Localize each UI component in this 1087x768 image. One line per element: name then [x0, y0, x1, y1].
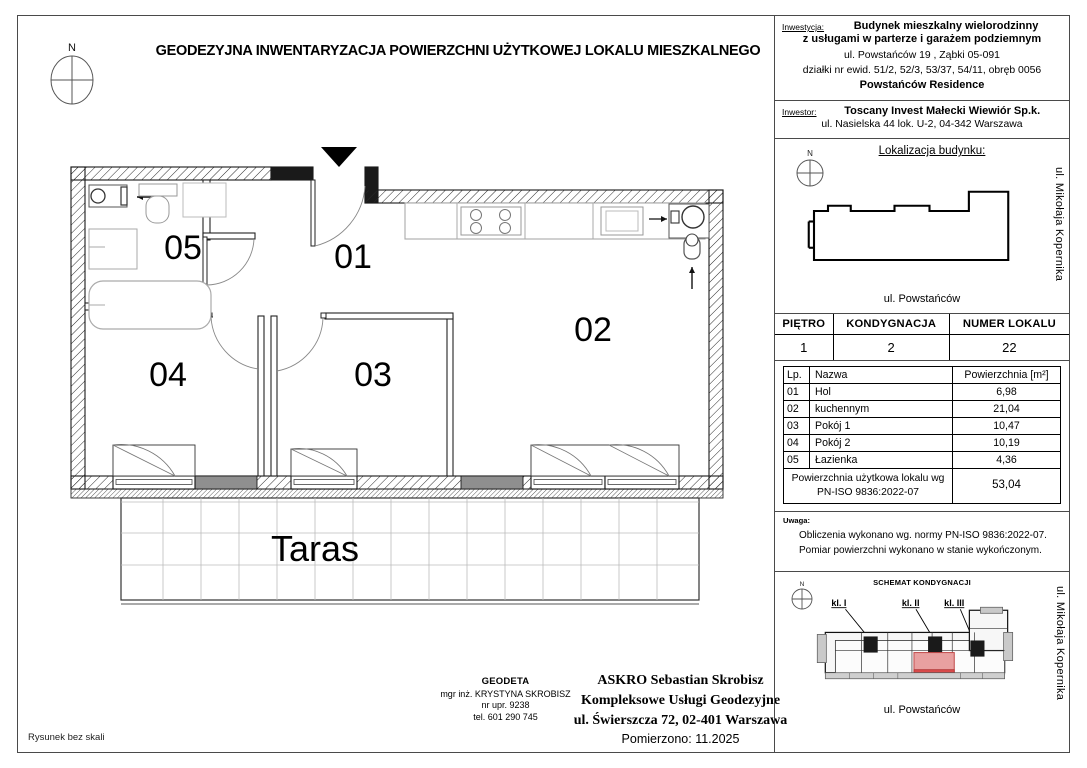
- measured-date: Pomierzono: 11.2025: [621, 731, 740, 746]
- investor-label: Inwestor:: [782, 107, 817, 118]
- area-header-powierzchnia: Powierzchnia [m²]: [953, 367, 1061, 384]
- door-entry: [311, 180, 365, 246]
- area-total-label-line1: Powierzchnia użytkowa lokalu wg: [791, 473, 945, 485]
- area-row-lp: 01: [784, 384, 810, 401]
- localization-title: Lokalizacja budynku:: [878, 145, 986, 158]
- apartment-floor-plan: [53, 141, 753, 611]
- window-room-04: [113, 444, 195, 489]
- area-total-value: 53,04: [953, 469, 1061, 504]
- area-total-row: [784, 469, 1061, 504]
- room-label-05: 05: [164, 229, 202, 267]
- level-table-box: [775, 314, 1069, 361]
- level-table-value-row: [775, 335, 1069, 361]
- table-row: [784, 435, 1061, 452]
- door-room-03: [277, 313, 326, 371]
- level-table-header-row: [775, 314, 1069, 335]
- area-row-name: Łazienka: [810, 452, 953, 469]
- surveyor-title: GEODETA: [481, 676, 530, 687]
- area-row-area: 4,36: [953, 452, 1061, 469]
- investment-line-5: Powstańców Residence: [859, 79, 985, 92]
- area-header-lp: Lp.: [784, 367, 810, 384]
- area-total-label: [784, 469, 953, 504]
- entrance-marker-icon: [321, 147, 357, 167]
- investment-line-4: działki nr ewid. 51/2, 52/3, 53/37, 54/11, obręb 0056: [802, 65, 1042, 77]
- surveyor-name: mgr inż. KRYSTYNA SKROBISZ: [440, 688, 571, 699]
- area-row-area: 10,19: [953, 435, 1061, 452]
- window-room-03: [291, 448, 357, 489]
- building-location-outline: [787, 183, 1037, 288]
- level-header-pietro: PIĘTRO: [775, 314, 833, 335]
- level-value-numer: 22: [949, 335, 1069, 361]
- investment-line-3: ul. Powstańców 19 , Ząbki 05-091: [844, 49, 1000, 61]
- area-row-name: Pokój 1: [810, 418, 953, 435]
- investment-line-1: Budynek mieszkalny wielorodzinny: [853, 20, 1039, 32]
- area-row-lp: 05: [784, 452, 810, 469]
- level-table: [775, 314, 1069, 360]
- area-table-header-row: [784, 367, 1061, 384]
- surveyor-license: nr upr. 9238: [481, 700, 530, 711]
- staircase-label-3: kl. III: [944, 598, 965, 609]
- area-table: [783, 366, 1061, 504]
- area-table-box: [775, 361, 1069, 512]
- table-row: [784, 452, 1061, 469]
- area-row-name: Pokój 2: [810, 435, 953, 452]
- company-name: ASKRO Sebastian Skrobisz: [597, 673, 764, 688]
- floor-schema-drawing: [783, 590, 1055, 696]
- level-header-kondygnacja: KONDYGNACJA: [833, 314, 949, 335]
- area-row-area: 6,98: [953, 384, 1061, 401]
- terrace-label: Taras: [270, 528, 360, 569]
- company-address: ul. Świerszcza 72, 02-401 Warszawa: [573, 712, 788, 728]
- note-box: [775, 512, 1069, 572]
- svg-text:N: N: [807, 149, 813, 159]
- area-total-label-line2: PN-ISO 9836:2022-07: [817, 487, 919, 498]
- door-room-04: [208, 313, 258, 369]
- localization-street-right: ul. Mikołaja Kopernika: [1053, 167, 1065, 282]
- area-row-area: 10,47: [953, 418, 1061, 435]
- title-block-panel: [774, 16, 1069, 752]
- north-label: N: [68, 42, 76, 54]
- investor-line-2: ul. Nasielska 44 lok. U-2, 04-342 Warszawa: [821, 119, 1023, 131]
- window-room-02: [531, 445, 679, 489]
- terrace: [121, 498, 699, 604]
- localization-box: [775, 139, 1069, 314]
- floor-schema-box: [775, 572, 1069, 720]
- north-arrow-icon: [43, 38, 101, 108]
- table-row: [784, 401, 1061, 418]
- area-row-name: Hol: [810, 384, 953, 401]
- table-row: [784, 418, 1061, 435]
- kitchen-fixtures: [405, 203, 709, 289]
- area-row-lp: 02: [784, 401, 810, 418]
- surveyor-phone: tel. 601 290 745: [473, 712, 538, 723]
- investor-line-1: Toscany Invest Małecki Wiewiór Sp.k.: [844, 105, 1041, 118]
- note-line-2: Pomiar powierzchni wykonano w stanie wykończonym.: [799, 544, 1042, 556]
- svg-text:N: N: [799, 580, 805, 588]
- room-label-02: 02: [574, 311, 612, 349]
- schema-street-bottom: ul. Powstańców: [883, 703, 961, 716]
- staircase-label-2: kl. II: [901, 598, 920, 609]
- door-bathroom-05: [203, 237, 254, 285]
- schema-street-right: ul. Mikołaja Kopernika: [1054, 585, 1066, 701]
- room-label-03: 03: [354, 356, 392, 394]
- level-header-numer: NUMER LOKALU: [949, 314, 1069, 335]
- staircase-label-1: kl. I: [831, 598, 847, 609]
- area-header-nazwa: Nazwa: [810, 367, 953, 384]
- note-line-1: Obliczenia wykonano wg. normy PN-ISO 9836:2022-07.: [799, 529, 1047, 541]
- area-row-lp: 04: [784, 435, 810, 452]
- area-row-area: 21,04: [953, 401, 1061, 418]
- note-label: Uwaga:: [783, 515, 811, 525]
- investment-label: Inwestycja:: [782, 22, 825, 32]
- area-row-name: kuchennym: [810, 401, 953, 418]
- level-value-kondygnacja: 2: [833, 335, 949, 361]
- investor-box: [775, 101, 1069, 139]
- company-services: Kompleksowe Usługi Geodezyjne: [580, 692, 781, 708]
- level-value-pietro: 1: [775, 335, 833, 361]
- room-label-04: 04: [149, 356, 187, 394]
- drawing-sheet: [17, 15, 1070, 753]
- investment-line-2: z usługami w parterze i garażem podziemnym: [802, 33, 1042, 45]
- room-label-01: 01: [334, 238, 372, 276]
- scale-note: Rysunek bez skali: [28, 732, 105, 743]
- table-row: [784, 384, 1061, 401]
- schema-title: SCHEMAT KONDYGNACJI: [873, 577, 971, 587]
- localization-street-bottom: ul. Powstańców: [883, 293, 961, 306]
- area-row-lp: 03: [784, 418, 810, 435]
- company-block: [573, 671, 788, 748]
- page-title: GEODEZYJNA INWENTARYZACJA POWIERZCHNI UŻYTKOWEJ LOKALU MIESZKALNEGO: [155, 43, 761, 59]
- investment-box: [775, 16, 1069, 101]
